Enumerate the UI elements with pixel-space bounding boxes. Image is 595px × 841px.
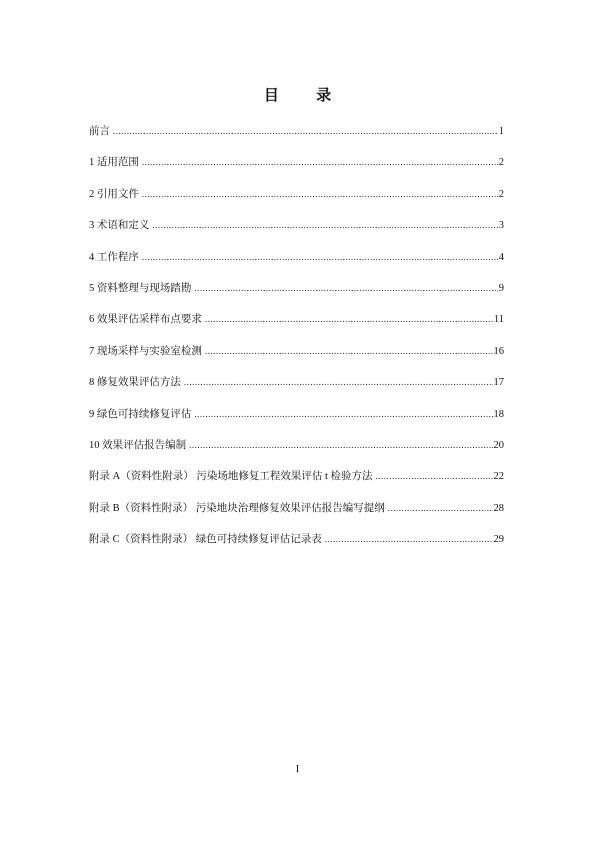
toc-leader-dots bbox=[376, 466, 493, 486]
toc-entry[interactable] bbox=[89, 466, 504, 497]
toc-entry-page: 16 bbox=[493, 345, 504, 357]
toc-leader-dots bbox=[184, 372, 493, 392]
toc-leader-dots bbox=[325, 529, 493, 549]
toc-entry-label: 5 资料整理与现场踏勘 bbox=[89, 282, 192, 294]
table-of-contents bbox=[89, 121, 504, 560]
toc-entry-page: 4 bbox=[498, 251, 504, 263]
toc-entry[interactable] bbox=[89, 152, 504, 183]
toc-leader-dots bbox=[205, 309, 493, 329]
page-number: I bbox=[295, 764, 300, 775]
toc-leader-dots bbox=[388, 498, 493, 518]
toc-entry-label: 1 适用范围 bbox=[89, 157, 139, 169]
toc-entry-label: 7 现场采样与实验室检测 bbox=[89, 345, 202, 357]
toc-entry-label: 10 效果评估报告编制 bbox=[89, 439, 187, 451]
page-title: 目 录 bbox=[263, 86, 348, 104]
toc-leader-dots bbox=[142, 184, 498, 204]
toc-leader-dots bbox=[194, 278, 497, 298]
toc-entry-page: 11 bbox=[493, 314, 504, 326]
toc-entry-label: 2 引用文件 bbox=[89, 188, 139, 200]
toc-entry-label: 3 术语和定义 bbox=[89, 220, 150, 232]
toc-entry-label: 4 工作程序 bbox=[89, 251, 139, 263]
toc-entry[interactable] bbox=[89, 184, 504, 215]
toc-entry-label: 8 修复效果评估方法 bbox=[89, 377, 181, 389]
toc-entry[interactable] bbox=[89, 215, 504, 246]
toc-entry[interactable] bbox=[89, 309, 504, 340]
toc-entry[interactable] bbox=[89, 372, 504, 403]
toc-entry-page: 2 bbox=[498, 157, 504, 169]
toc-leader-dots bbox=[194, 404, 492, 424]
toc-entry-page: 29 bbox=[493, 534, 504, 546]
toc-leader-dots bbox=[142, 247, 498, 267]
toc-entry[interactable] bbox=[89, 247, 504, 278]
toc-entry-label: 附录 A（资料性附录） 污染场地修复工程效果评估 t 检验方法 bbox=[89, 471, 373, 483]
toc-entry-page: 17 bbox=[493, 377, 504, 389]
toc-entry[interactable] bbox=[89, 278, 504, 309]
toc-entry[interactable] bbox=[89, 341, 504, 372]
toc-entry-page: 2 bbox=[498, 188, 504, 200]
toc-entry-page: 20 bbox=[493, 439, 504, 451]
toc-entry-label: 附录 C（资料性附录） 绿色可持续修复评估记录表 bbox=[89, 534, 322, 546]
toc-entry[interactable] bbox=[89, 404, 504, 435]
toc-entry-label: 前言 bbox=[89, 126, 110, 137]
toc-entry-page: 28 bbox=[493, 502, 504, 514]
toc-leader-dots bbox=[142, 152, 498, 172]
toc-entry[interactable] bbox=[89, 529, 504, 560]
toc-entry-label: 附录 B（资料性附录） 污染地块治理修复效果评估报告编写提纲 bbox=[89, 502, 385, 514]
toc-entry-page: 3 bbox=[498, 220, 504, 232]
toc-entry-page: 1 bbox=[498, 126, 504, 137]
toc-entry-label: 6 效果评估采样布点要求 bbox=[89, 314, 202, 326]
toc-entry-label: 9 绿色可持续修复评估 bbox=[89, 408, 192, 420]
toc-entry[interactable] bbox=[89, 121, 504, 152]
toc-entry[interactable] bbox=[89, 498, 504, 529]
toc-entry-page: 22 bbox=[493, 471, 504, 483]
toc-leader-dots bbox=[189, 435, 492, 455]
toc-entry[interactable] bbox=[89, 435, 504, 466]
toc-leader-dots bbox=[152, 215, 497, 235]
toc-leader-dots bbox=[205, 341, 493, 361]
toc-entry-page: 18 bbox=[493, 408, 504, 420]
toc-leader-dots bbox=[113, 121, 498, 141]
toc-entry-page: 9 bbox=[498, 282, 504, 294]
